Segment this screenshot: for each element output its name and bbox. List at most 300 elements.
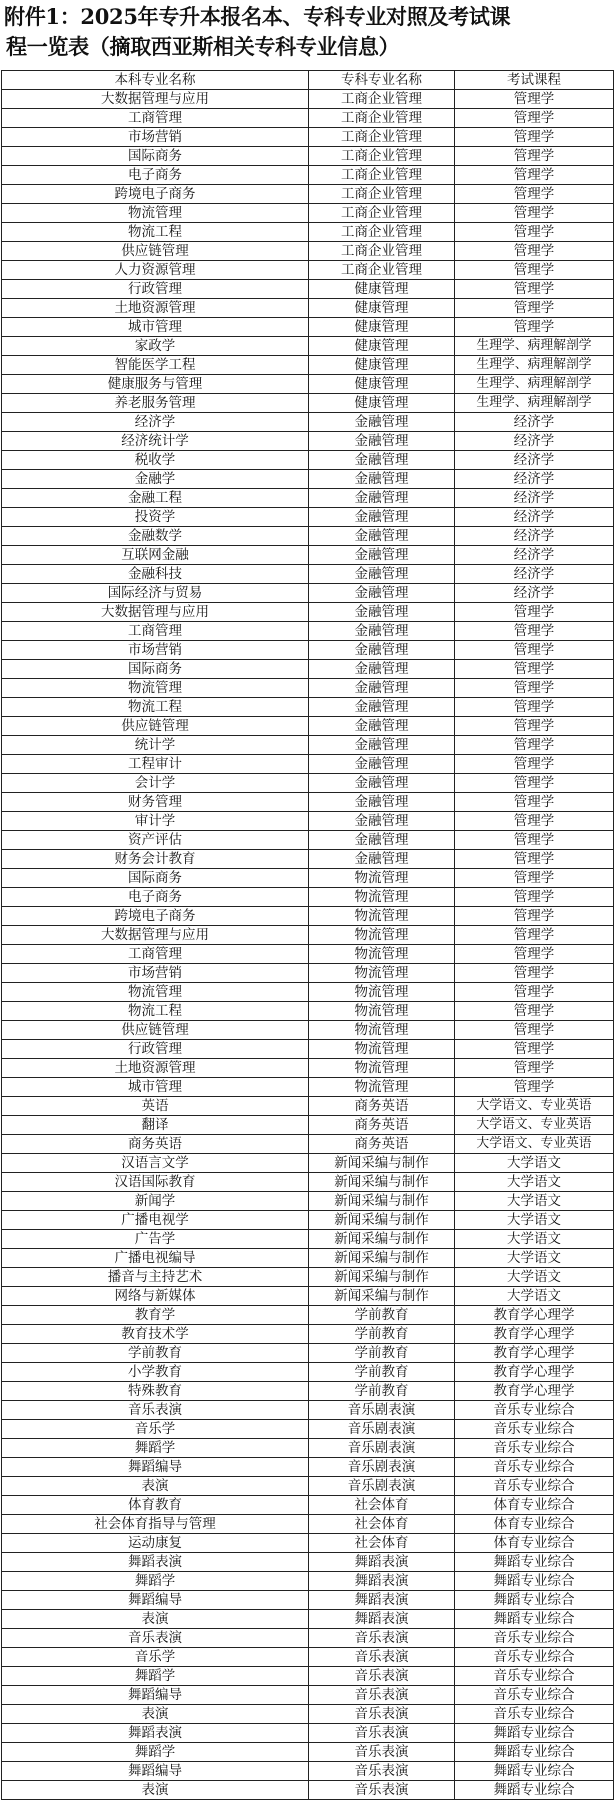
cell-exam-course: 管理学	[455, 869, 614, 888]
cell-exam-course: 大学语文	[455, 1173, 614, 1192]
table-row	[2, 774, 614, 793]
cell-undergraduate-major: 电子商务	[2, 888, 309, 907]
table-row	[2, 1762, 614, 1781]
table-row	[2, 964, 614, 983]
cell-undergraduate-major: 播音与主持艺术	[2, 1268, 309, 1287]
cell-junior-college-major: 健康管理	[309, 318, 455, 337]
cell-junior-college-major: 新闻采编与制作	[309, 1211, 455, 1230]
cell-exam-course: 管理学	[455, 907, 614, 926]
cell-undergraduate-major: 物流工程	[2, 698, 309, 717]
cell-undergraduate-major: 工商管理	[2, 945, 309, 964]
cell-junior-college-major: 物流管理	[309, 869, 455, 888]
cell-undergraduate-major: 工商管理	[2, 109, 309, 128]
cell-exam-course: 音乐专业综合	[455, 1686, 614, 1705]
cell-exam-course: 大学语文、专业英语	[455, 1135, 614, 1154]
table-row	[2, 717, 614, 736]
cell-exam-course: 舞蹈专业综合	[455, 1610, 614, 1629]
cell-junior-college-major: 音乐表演	[309, 1686, 455, 1705]
major-comparison-table	[1, 70, 614, 1800]
cell-undergraduate-major: 舞蹈编导	[2, 1591, 309, 1610]
cell-undergraduate-major: 金融科技	[2, 565, 309, 584]
cell-junior-college-major: 新闻采编与制作	[309, 1173, 455, 1192]
cell-undergraduate-major: 金融数学	[2, 527, 309, 546]
cell-junior-college-major: 健康管理	[309, 337, 455, 356]
table-row	[2, 1306, 614, 1325]
cell-exam-course: 管理学	[455, 641, 614, 660]
table-row	[2, 1439, 614, 1458]
table-row	[2, 983, 614, 1002]
cell-undergraduate-major: 翻译	[2, 1116, 309, 1135]
table-row	[2, 1249, 614, 1268]
cell-exam-course: 舞蹈专业综合	[455, 1724, 614, 1743]
table-row	[2, 527, 614, 546]
cell-junior-college-major: 新闻采编与制作	[309, 1249, 455, 1268]
cell-undergraduate-major: 国际商务	[2, 147, 309, 166]
cell-exam-course: 教育学心理学	[455, 1363, 614, 1382]
table-row	[2, 622, 614, 641]
cell-junior-college-major: 舞蹈表演	[309, 1610, 455, 1629]
table-row	[2, 926, 614, 945]
table-row	[2, 679, 614, 698]
cell-exam-course: 管理学	[455, 717, 614, 736]
table-row	[2, 869, 614, 888]
cell-undergraduate-major: 物流工程	[2, 1002, 309, 1021]
table-row	[2, 1363, 614, 1382]
table-row	[2, 1401, 614, 1420]
table-row	[2, 432, 614, 451]
cell-undergraduate-major: 表演	[2, 1477, 309, 1496]
cell-junior-college-major: 物流管理	[309, 1059, 455, 1078]
cell-junior-college-major: 金融管理	[309, 850, 455, 869]
cell-undergraduate-major: 会计学	[2, 774, 309, 793]
cell-undergraduate-major: 供应链管理	[2, 717, 309, 736]
cell-junior-college-major: 物流管理	[309, 1078, 455, 1097]
table-row	[2, 280, 614, 299]
table-row	[2, 1287, 614, 1306]
table-row	[2, 1553, 614, 1572]
cell-junior-college-major: 健康管理	[309, 394, 455, 413]
table-row	[2, 1477, 614, 1496]
cell-undergraduate-major: 国际商务	[2, 869, 309, 888]
cell-exam-course: 生理学、病理解剖学	[455, 375, 614, 394]
cell-junior-college-major: 金融管理	[309, 489, 455, 508]
cell-junior-college-major: 物流管理	[309, 1040, 455, 1059]
cell-exam-course: 生理学、病理解剖学	[455, 394, 614, 413]
table-row	[2, 1173, 614, 1192]
cell-undergraduate-major: 舞蹈编导	[2, 1458, 309, 1477]
cell-exam-course: 管理学	[455, 983, 614, 1002]
table-row	[2, 1040, 614, 1059]
cell-undergraduate-major: 市场营销	[2, 128, 309, 147]
cell-exam-course: 教育学心理学	[455, 1382, 614, 1401]
cell-exam-course: 管理学	[455, 204, 614, 223]
cell-undergraduate-major: 城市管理	[2, 318, 309, 337]
cell-exam-course: 管理学	[455, 1002, 614, 1021]
cell-undergraduate-major: 音乐表演	[2, 1401, 309, 1420]
table-row	[2, 1002, 614, 1021]
cell-junior-college-major: 工商企业管理	[309, 166, 455, 185]
table-row	[2, 90, 614, 109]
cell-junior-college-major: 音乐表演	[309, 1705, 455, 1724]
cell-undergraduate-major: 经济统计学	[2, 432, 309, 451]
cell-junior-college-major: 健康管理	[309, 375, 455, 394]
cell-exam-course: 管理学	[455, 1059, 614, 1078]
cell-undergraduate-major: 音乐表演	[2, 1629, 309, 1648]
cell-undergraduate-major: 互联网金融	[2, 546, 309, 565]
cell-exam-course: 体育专业综合	[455, 1496, 614, 1515]
cell-junior-college-major: 工商企业管理	[309, 90, 455, 109]
table-row	[2, 1344, 614, 1363]
table-row	[2, 1382, 614, 1401]
cell-junior-college-major: 金融管理	[309, 432, 455, 451]
cell-undergraduate-major: 小学教育	[2, 1363, 309, 1382]
table-row	[2, 166, 614, 185]
cell-undergraduate-major: 英语	[2, 1097, 309, 1116]
cell-junior-college-major: 健康管理	[309, 356, 455, 375]
cell-exam-course: 管理学	[455, 736, 614, 755]
cell-exam-course: 舞蹈专业综合	[455, 1591, 614, 1610]
cell-junior-college-major: 社会体育	[309, 1496, 455, 1515]
cell-junior-college-major: 商务英语	[309, 1116, 455, 1135]
cell-exam-course: 管理学	[455, 945, 614, 964]
cell-junior-college-major: 学前教育	[309, 1325, 455, 1344]
cell-exam-course: 音乐专业综合	[455, 1439, 614, 1458]
cell-junior-college-major: 金融管理	[309, 755, 455, 774]
cell-exam-course: 管理学	[455, 831, 614, 850]
table-row	[2, 1135, 614, 1154]
cell-junior-college-major: 工商企业管理	[309, 128, 455, 147]
cell-undergraduate-major: 汉语国际教育	[2, 1173, 309, 1192]
cell-undergraduate-major: 市场营销	[2, 964, 309, 983]
cell-undergraduate-major: 行政管理	[2, 280, 309, 299]
cell-exam-course: 管理学	[455, 185, 614, 204]
cell-exam-course: 管理学	[455, 90, 614, 109]
cell-exam-course: 管理学	[455, 850, 614, 869]
cell-junior-college-major: 工商企业管理	[309, 261, 455, 280]
cell-undergraduate-major: 税收学	[2, 451, 309, 470]
cell-undergraduate-major: 物流管理	[2, 983, 309, 1002]
header-junior-college-major: 专科专业名称	[309, 71, 455, 90]
cell-undergraduate-major: 智能医学工程	[2, 356, 309, 375]
cell-undergraduate-major: 审计学	[2, 812, 309, 831]
cell-undergraduate-major: 国际商务	[2, 660, 309, 679]
cell-undergraduate-major: 舞蹈表演	[2, 1724, 309, 1743]
table-row	[2, 261, 614, 280]
table-row	[2, 299, 614, 318]
cell-exam-course: 舞蹈专业综合	[455, 1743, 614, 1762]
table-row	[2, 1610, 614, 1629]
cell-exam-course: 管理学	[455, 166, 614, 185]
cell-junior-college-major: 音乐剧表演	[309, 1477, 455, 1496]
document-title	[4, 2, 612, 70]
cell-junior-college-major: 金融管理	[309, 527, 455, 546]
cell-junior-college-major: 音乐表演	[309, 1781, 455, 1800]
cell-junior-college-major: 音乐表演	[309, 1648, 455, 1667]
cell-undergraduate-major: 市场营销	[2, 641, 309, 660]
table-row	[2, 1705, 614, 1724]
table-row	[2, 489, 614, 508]
table-row	[2, 736, 614, 755]
cell-exam-course: 大学语文	[455, 1249, 614, 1268]
table-row	[2, 565, 614, 584]
cell-exam-course: 经济学	[455, 470, 614, 489]
cell-junior-college-major: 健康管理	[309, 299, 455, 318]
table-row	[2, 470, 614, 489]
cell-exam-course: 经济学	[455, 584, 614, 603]
cell-exam-course: 管理学	[455, 299, 614, 318]
table-row	[2, 907, 614, 926]
cell-undergraduate-major: 表演	[2, 1705, 309, 1724]
cell-junior-college-major: 工商企业管理	[309, 204, 455, 223]
cell-undergraduate-major: 舞蹈编导	[2, 1686, 309, 1705]
cell-junior-college-major: 商务英语	[309, 1135, 455, 1154]
cell-undergraduate-major: 电子商务	[2, 166, 309, 185]
cell-undergraduate-major: 学前教育	[2, 1344, 309, 1363]
cell-junior-college-major: 金融管理	[309, 546, 455, 565]
cell-exam-course: 音乐专业综合	[455, 1458, 614, 1477]
cell-exam-course: 音乐专业综合	[455, 1667, 614, 1686]
header-exam-course: 考试课程	[455, 71, 614, 90]
cell-junior-college-major: 金融管理	[309, 831, 455, 850]
cell-junior-college-major: 新闻采编与制作	[309, 1192, 455, 1211]
table-row	[2, 1325, 614, 1344]
table-row	[2, 1724, 614, 1743]
cell-undergraduate-major: 舞蹈学	[2, 1743, 309, 1762]
cell-junior-college-major: 音乐剧表演	[309, 1439, 455, 1458]
cell-undergraduate-major: 舞蹈表演	[2, 1553, 309, 1572]
cell-exam-course: 管理学	[455, 926, 614, 945]
cell-junior-college-major: 物流管理	[309, 964, 455, 983]
cell-undergraduate-major: 音乐学	[2, 1420, 309, 1439]
cell-exam-course: 管理学	[455, 755, 614, 774]
cell-junior-college-major: 物流管理	[309, 945, 455, 964]
cell-junior-college-major: 音乐表演	[309, 1629, 455, 1648]
cell-undergraduate-major: 金融工程	[2, 489, 309, 508]
cell-junior-college-major: 金融管理	[309, 584, 455, 603]
table-row	[2, 1496, 614, 1515]
cell-junior-college-major: 新闻采编与制作	[309, 1230, 455, 1249]
table-row	[2, 1572, 614, 1591]
cell-undergraduate-major: 舞蹈学	[2, 1439, 309, 1458]
cell-undergraduate-major: 大数据管理与应用	[2, 926, 309, 945]
table-row	[2, 1686, 614, 1705]
cell-undergraduate-major: 表演	[2, 1610, 309, 1629]
cell-junior-college-major: 学前教育	[309, 1344, 455, 1363]
cell-junior-college-major: 金融管理	[309, 622, 455, 641]
cell-exam-course: 教育学心理学	[455, 1325, 614, 1344]
table-row	[2, 1591, 614, 1610]
cell-exam-course: 管理学	[455, 1078, 614, 1097]
cell-junior-college-major: 学前教育	[309, 1306, 455, 1325]
cell-undergraduate-major: 跨境电子商务	[2, 907, 309, 926]
table-row	[2, 394, 614, 413]
table-row	[2, 660, 614, 679]
cell-junior-college-major: 金融管理	[309, 717, 455, 736]
table-row	[2, 584, 614, 603]
table-row	[2, 850, 614, 869]
table-row	[2, 1230, 614, 1249]
cell-exam-course: 经济学	[455, 527, 614, 546]
cell-junior-college-major: 金融管理	[309, 774, 455, 793]
table-row	[2, 128, 614, 147]
cell-undergraduate-major: 舞蹈学	[2, 1572, 309, 1591]
cell-undergraduate-major: 表演	[2, 1781, 309, 1800]
cell-junior-college-major: 金融管理	[309, 660, 455, 679]
cell-exam-course: 管理学	[455, 318, 614, 337]
cell-exam-course: 音乐专业综合	[455, 1401, 614, 1420]
cell-undergraduate-major: 工程审计	[2, 755, 309, 774]
cell-exam-course: 管理学	[455, 660, 614, 679]
cell-exam-course: 管理学	[455, 280, 614, 299]
cell-exam-course: 管理学	[455, 622, 614, 641]
table-row	[2, 1154, 614, 1173]
table-row	[2, 413, 614, 432]
table-row	[2, 1192, 614, 1211]
table-row	[2, 1059, 614, 1078]
cell-exam-course: 管理学	[455, 679, 614, 698]
cell-exam-course: 管理学	[455, 1040, 614, 1059]
cell-undergraduate-major: 人力资源管理	[2, 261, 309, 280]
cell-exam-course: 管理学	[455, 888, 614, 907]
cell-undergraduate-major: 广播电视学	[2, 1211, 309, 1230]
cell-undergraduate-major: 行政管理	[2, 1040, 309, 1059]
cell-junior-college-major: 金融管理	[309, 508, 455, 527]
cell-junior-college-major: 金融管理	[309, 812, 455, 831]
table-row	[2, 147, 614, 166]
cell-junior-college-major: 新闻采编与制作	[309, 1268, 455, 1287]
cell-junior-college-major: 物流管理	[309, 1021, 455, 1040]
cell-exam-course: 经济学	[455, 489, 614, 508]
cell-junior-college-major: 新闻采编与制作	[309, 1287, 455, 1306]
cell-undergraduate-major: 大数据管理与应用	[2, 603, 309, 622]
cell-junior-college-major: 物流管理	[309, 926, 455, 945]
cell-undergraduate-major: 经济学	[2, 413, 309, 432]
cell-undergraduate-major: 物流管理	[2, 204, 309, 223]
cell-undergraduate-major: 广播电视编导	[2, 1249, 309, 1268]
cell-junior-college-major: 社会体育	[309, 1534, 455, 1553]
table-row	[2, 109, 614, 128]
cell-exam-course: 经济学	[455, 413, 614, 432]
table-row	[2, 1458, 614, 1477]
cell-exam-course: 体育专业综合	[455, 1534, 614, 1553]
cell-junior-college-major: 金融管理	[309, 736, 455, 755]
cell-undergraduate-major: 城市管理	[2, 1078, 309, 1097]
cell-undergraduate-major: 跨境电子商务	[2, 185, 309, 204]
cell-undergraduate-major: 舞蹈学	[2, 1667, 309, 1686]
table-row	[2, 1078, 614, 1097]
cell-undergraduate-major: 供应链管理	[2, 242, 309, 261]
table-row	[2, 888, 614, 907]
cell-exam-course: 生理学、病理解剖学	[455, 337, 614, 356]
table-row	[2, 831, 614, 850]
table-row	[2, 1667, 614, 1686]
cell-junior-college-major: 工商企业管理	[309, 185, 455, 204]
cell-junior-college-major: 金融管理	[309, 603, 455, 622]
cell-junior-college-major: 金融管理	[309, 565, 455, 584]
cell-junior-college-major: 金融管理	[309, 451, 455, 470]
cell-exam-course: 管理学	[455, 1021, 614, 1040]
cell-exam-course: 经济学	[455, 565, 614, 584]
cell-exam-course: 教育学心理学	[455, 1344, 614, 1363]
cell-exam-course: 音乐专业综合	[455, 1477, 614, 1496]
cell-junior-college-major: 舞蹈表演	[309, 1553, 455, 1572]
table-row	[2, 1648, 614, 1667]
cell-undergraduate-major: 网络与新媒体	[2, 1287, 309, 1306]
cell-junior-college-major: 工商企业管理	[309, 242, 455, 261]
cell-undergraduate-major: 工商管理	[2, 622, 309, 641]
cell-exam-course: 大学语文	[455, 1192, 614, 1211]
cell-exam-course: 管理学	[455, 147, 614, 166]
cell-junior-college-major: 学前教育	[309, 1363, 455, 1382]
cell-exam-course: 大学语文、专业英语	[455, 1097, 614, 1116]
cell-undergraduate-major: 养老服务管理	[2, 394, 309, 413]
table-body	[2, 90, 614, 1800]
table-row	[2, 185, 614, 204]
table-row	[2, 698, 614, 717]
table-row	[2, 945, 614, 964]
table-row	[2, 1021, 614, 1040]
cell-exam-course: 管理学	[455, 223, 614, 242]
cell-junior-college-major: 物流管理	[309, 888, 455, 907]
cell-junior-college-major: 健康管理	[309, 280, 455, 299]
cell-exam-course: 大学语文	[455, 1287, 614, 1306]
cell-undergraduate-major: 商务英语	[2, 1135, 309, 1154]
cell-junior-college-major: 社会体育	[309, 1515, 455, 1534]
header-undergraduate-major: 本科专业名称	[2, 71, 309, 90]
cell-junior-college-major: 音乐表演	[309, 1762, 455, 1781]
cell-junior-college-major: 工商企业管理	[309, 223, 455, 242]
cell-junior-college-major: 物流管理	[309, 907, 455, 926]
cell-exam-course: 管理学	[455, 793, 614, 812]
cell-junior-college-major: 音乐表演	[309, 1724, 455, 1743]
table-row	[2, 1743, 614, 1762]
table-row	[2, 318, 614, 337]
cell-junior-college-major: 学前教育	[309, 1382, 455, 1401]
cell-exam-course: 音乐专业综合	[455, 1705, 614, 1724]
cell-undergraduate-major: 健康服务与管理	[2, 375, 309, 394]
cell-junior-college-major: 物流管理	[309, 983, 455, 1002]
cell-junior-college-major: 舞蹈表演	[309, 1591, 455, 1610]
table-row	[2, 508, 614, 527]
cell-undergraduate-major: 广告学	[2, 1230, 309, 1249]
cell-undergraduate-major: 大数据管理与应用	[2, 90, 309, 109]
table-row	[2, 793, 614, 812]
table-row	[2, 546, 614, 565]
cell-exam-course: 经济学	[455, 451, 614, 470]
cell-undergraduate-major: 土地资源管理	[2, 1059, 309, 1078]
title-line-2: 程一览表（摘取西亚斯相关专科专业信息）	[6, 34, 400, 59]
cell-junior-college-major: 舞蹈表演	[309, 1572, 455, 1591]
cell-exam-course: 大学语文	[455, 1230, 614, 1249]
cell-exam-course: 大学语文	[455, 1154, 614, 1173]
cell-exam-course: 管理学	[455, 242, 614, 261]
cell-junior-college-major: 金融管理	[309, 470, 455, 489]
cell-junior-college-major: 金融管理	[309, 698, 455, 717]
cell-undergraduate-major: 教育学	[2, 1306, 309, 1325]
cell-undergraduate-major: 财务会计教育	[2, 850, 309, 869]
cell-undergraduate-major: 资产评估	[2, 831, 309, 850]
table-row	[2, 1534, 614, 1553]
cell-undergraduate-major: 运动康复	[2, 1534, 309, 1553]
table-row	[2, 1515, 614, 1534]
cell-exam-course: 管理学	[455, 261, 614, 280]
cell-exam-course: 管理学	[455, 812, 614, 831]
cell-exam-course: 管理学	[455, 774, 614, 793]
table-header-row	[2, 71, 614, 90]
title-line-1: 附件1：2025年专升本报名本、专科专业对照及考试课	[4, 4, 511, 29]
table-row	[2, 375, 614, 394]
cell-undergraduate-major: 物流工程	[2, 223, 309, 242]
